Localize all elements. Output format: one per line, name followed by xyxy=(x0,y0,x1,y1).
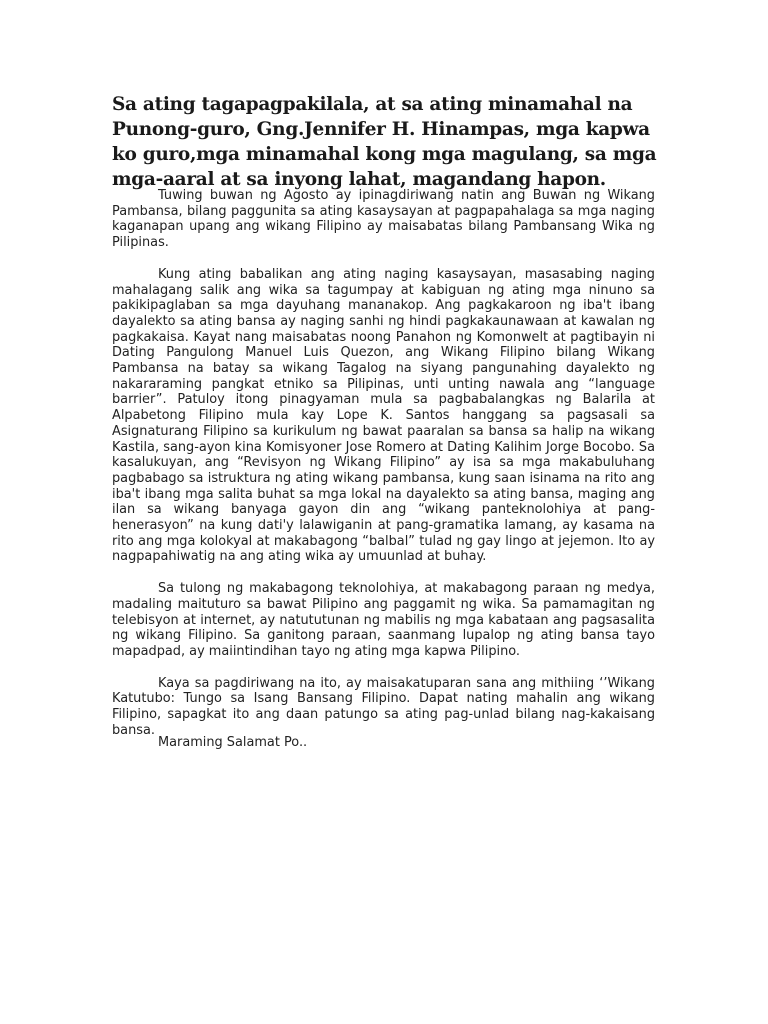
paragraph-buwan-ng-wika: Tuwing buwan ng Agosto ay ipinagdiriwang natin ang Buwan ng Wikang Pambansa, bilang paggunita sa ating kasaysayan at pagpapahalaga sa mga naging kaganapan upang ang wikang Filipino ay maisabatas bilang Pambansang Wika ng Pilipinas. xyxy=(112,188,655,251)
greeting-heading: Sa ating tagapagpakilala, at sa ating minamahal na Punong-guro, Gng.Jennifer H. Hinampas, mga kapwa ko guro,mga minamahal kong mga magulang, sa mga mga-aaral at sa inyong lahat, magandang hapon. xyxy=(112,94,657,190)
closing-line: Maraming Salamat Po.. xyxy=(158,735,308,750)
paragraph-kasaysayan: Kung ating babalikan ang ating naging kasaysayan, masasabing naging mahalagang salik ang wika sa tagumpay at kabiguan ng ating mga ninuno sa pakikipaglaban sa mga dayuhang mananakop. Ang pagkakaroon ng iba't ibang dayalekto sa ating bansa ay naging sanhi ng hindi pagkakaunawaan at kawalan ng pagkakaisa. Kayat nang maisabatas noong Panahon ng Komonwelt at pagtibayin ni Dating Pangulong Manuel Luis Quezon, ang Wikang Filipino bilang Wikang Pambansa na batay sa wikang Tagalog na siyang pangunahing dayalekto ng nakararaming pangkat etniko sa Pilipinas, unti unting nawala ang “language barrier”. Patuloy itong pinagyaman mula sa pagbabalangkas ng Balarila at Alpabetong Filipino mula kay Lope K. Santos hanggang sa pagsasali sa Asignaturang Filipino sa kurikulum ng bawat paaralan sa bansa sa halip na wikang Kastila, sang-ayon kina Komisyoner Jose Romero at Dating Kalihim Jorge Bocobo. Sa kasalukuyan, ang “Revisyon ng Wikang Filipino” ay isa sa mga makabuluhang pagbabago sa istruktura ng ating wikang pambansa, kung saan isinama na rito ang iba't ibang mga salita buhat sa mga lokal na dayalekto sa ating bansa, maging ang ilan sa wikang banyaga gayon din ang “wikang panteknolohiya at pang-henerasyon” na kung dati'y lalawiganin at pang-gramatika lamang, ay kasama na rito ang mga kolokyal at makabagong “balbal” tulad ng gay lingo at jejemon. Ito ay nagpapahiwatig na ang ating wika ay umuunlad at buhay. xyxy=(112,266,655,565)
speech-body xyxy=(112,188,655,755)
paragraph-mithiin: Kaya sa pagdiriwang na ito, ay maisakatuparan sana ang mithiing ‘’Wikang Katutubo: Tungo sa Isang Bansang Filipino. Dapat nating mahalin ang wikang Filipino, sapagkat ito ang daan patungo sa ating pag-unlad bilang nag-kakaisang bansa. xyxy=(112,675,655,738)
paragraph-teknolohiya: Sa tulong ng makabagong teknolohiya, at makabagong paraan ng medya, madaling maituturo sa bawat Pilipino ang paggamit ng wika. Sa pamamagitan ng telebisyon at internet, ay natututunan ng mabilis ng mga kabataan ang pagsasalita ng wikang Filipino. Sa ganitong paraan, saanmang lupalop ng ating bansa tayo mapadpad, ay maiintindihan tayo ng ating mga kapwa Pilipino. xyxy=(112,581,655,659)
